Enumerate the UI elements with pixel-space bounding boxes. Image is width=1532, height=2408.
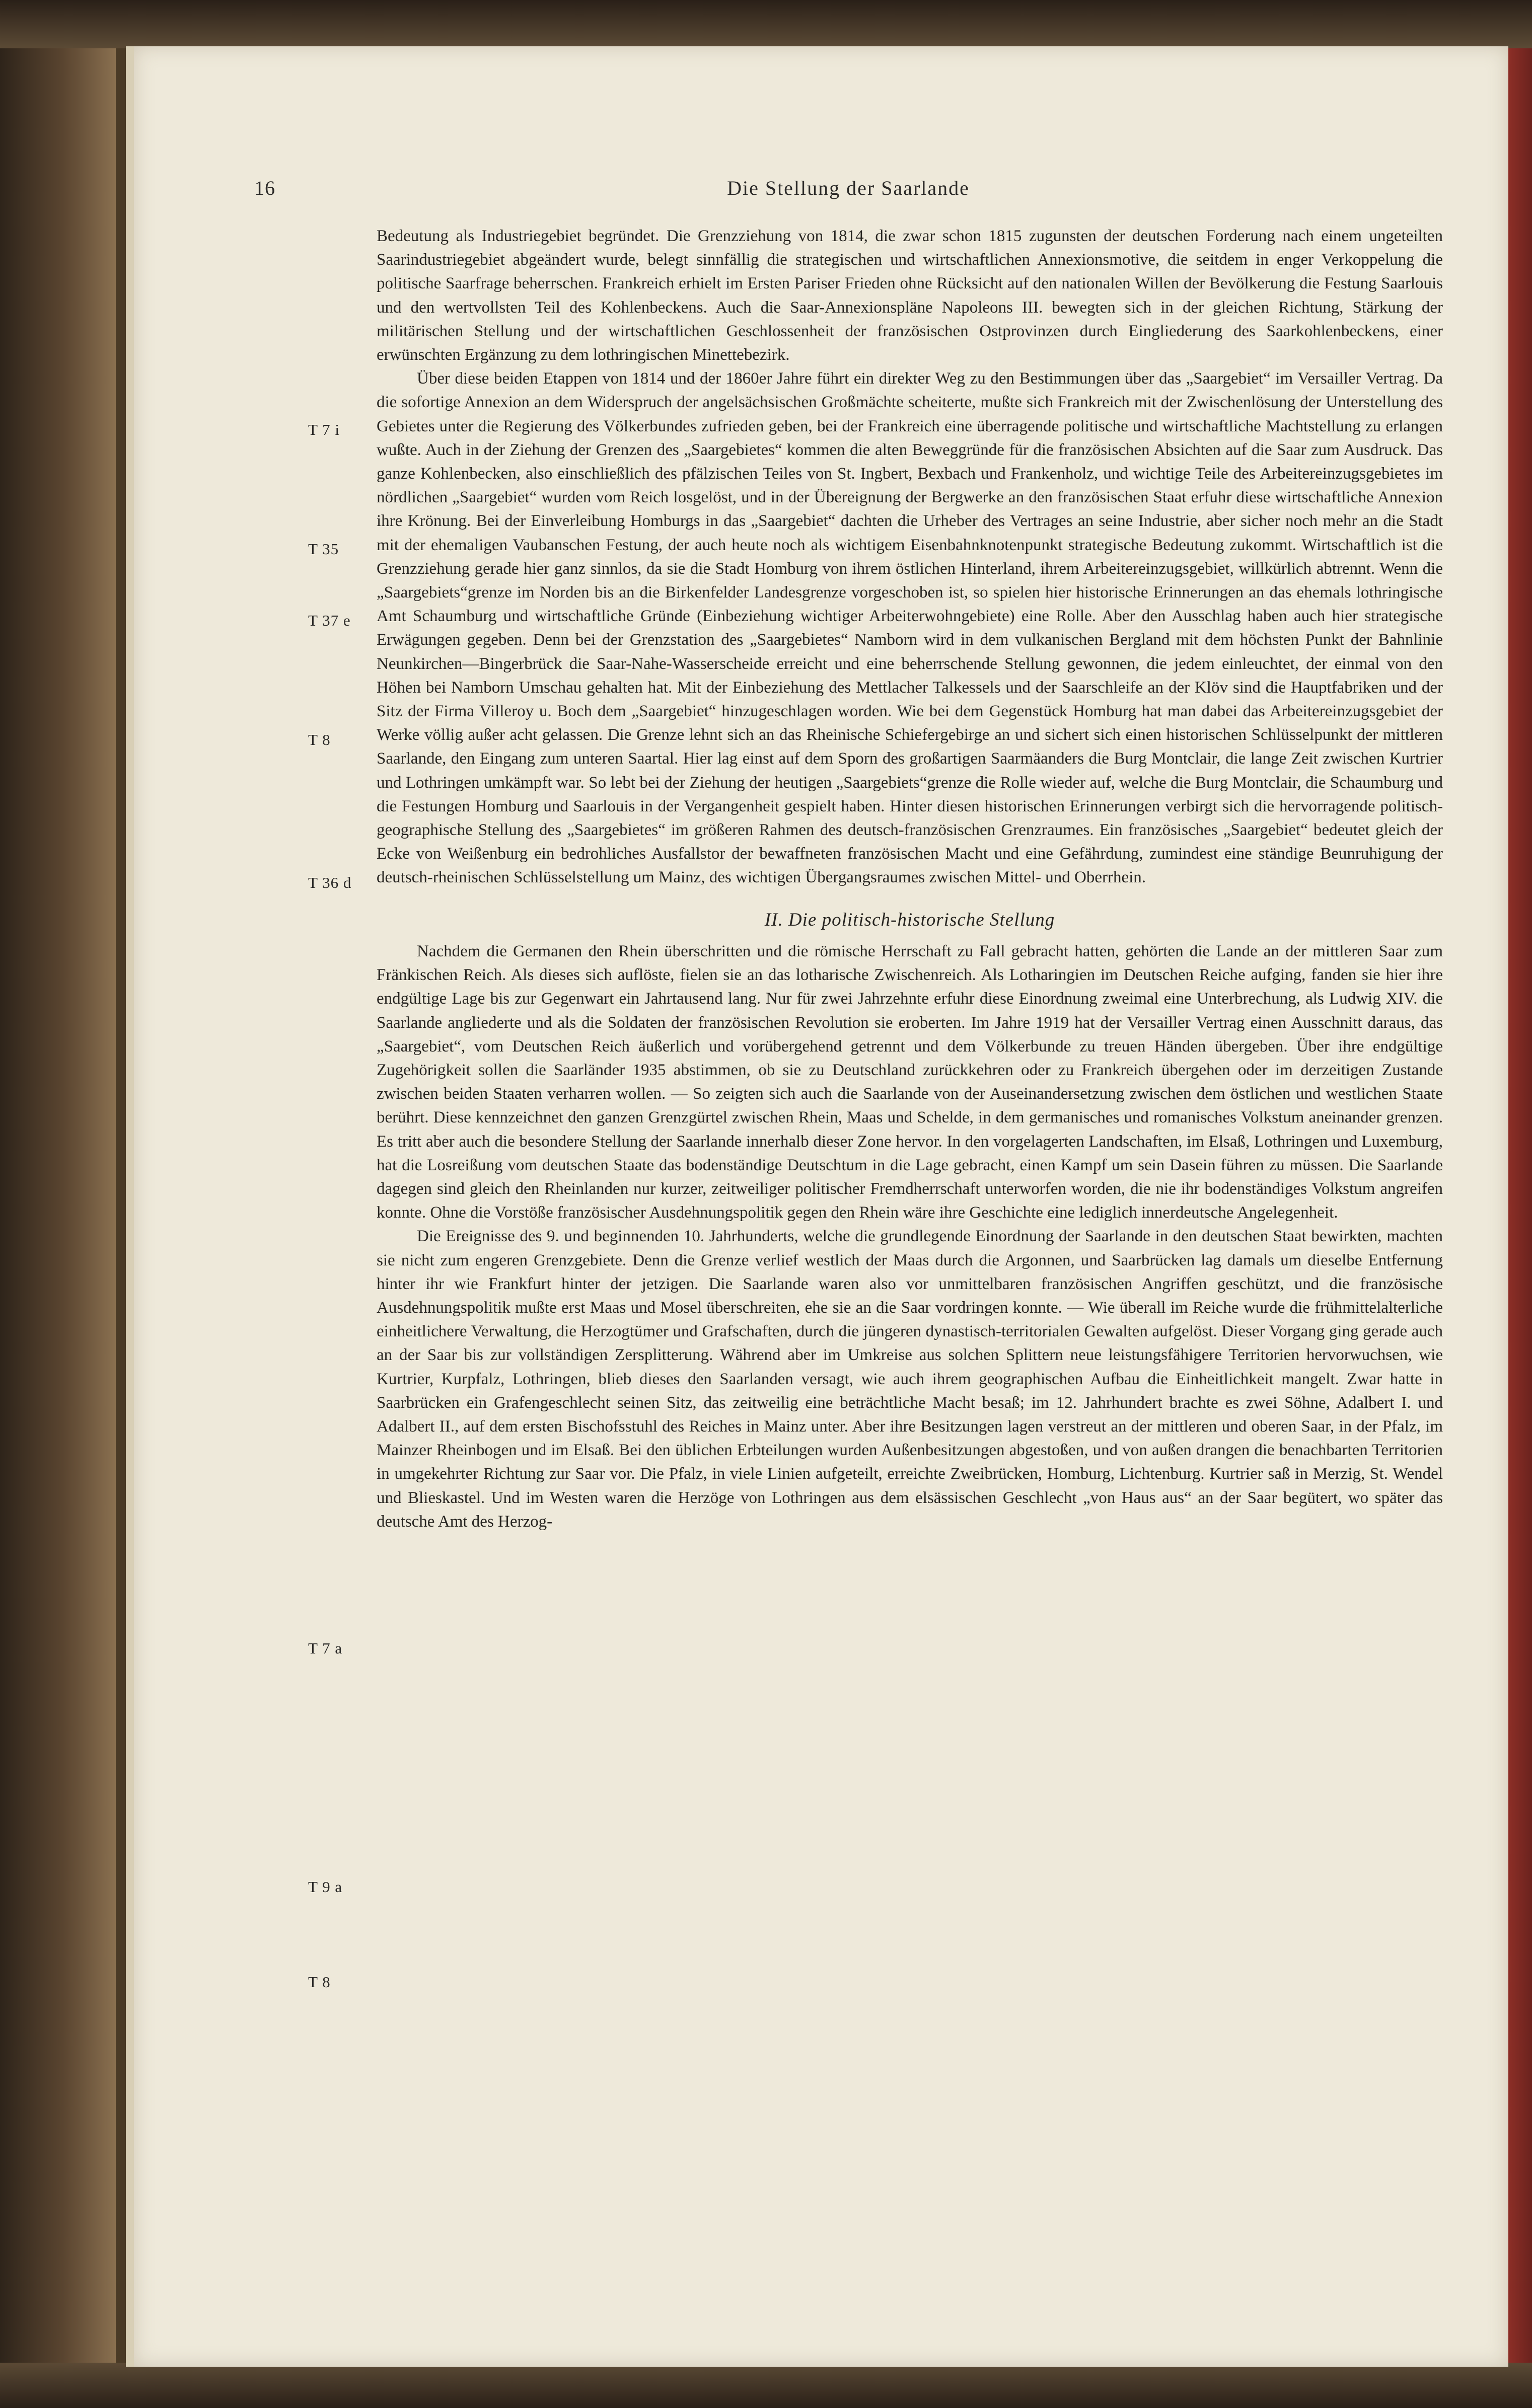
scan-background-top <box>0 0 1532 48</box>
margin-note: T 37 e <box>308 612 351 629</box>
body-text <box>377 224 1443 1534</box>
scan-background-bottom <box>0 2363 1532 2408</box>
margin-note: T 7 i <box>308 421 340 438</box>
running-title: Die Stellung der Saarlande <box>727 177 970 199</box>
section-heading: II. Die politisch-historische Stellung <box>764 909 1055 930</box>
running-head <box>254 176 1442 206</box>
margin-note: T 35 <box>308 540 339 558</box>
margin-note: T 8 <box>308 1973 331 1991</box>
scan-background-left <box>0 0 116 2408</box>
margin-note: T 36 d <box>308 874 352 891</box>
margin-note: T 7 a <box>308 1639 343 1657</box>
paragraph: Über diese beiden Etappen von 1814 und der 1860er Jahre führt ein direkter Weg zu den Bestimmungen über das „Saargebiet“ im Versailler Vertrag. Da die sofortige Annexion an dem Widerspruch der angelsächsischen Großmächte scheiterte, mußte sich Frankreich mit der Zwischenlösung der Unterstellung des Gebietes unter die Regierung des Völkerbundes zufrieden geben, bei der Frankreich eine überragende politische und wirtschaftliche Machtstellung zu erlangen wußte. Auch in der Ziehung der Grenzen des „Saargebietes“ kommen die alten Beweggründe für die französischen Absichten auf die Saar zum Ausdruck. Das ganze Kohlenbecken, also einschließlich des pfälzischen Teiles von St. Ingbert, Bexbach und Frankenholz, und wichtige Teile des Arbeitereinzugsgebietes im nördlichen „Saargebiet“ wurden vom Reich losgelöst, und in der Übereignung der Bergwerke an den französischen Staat erfuhr diese wirtschaftliche Annexion ihre Krönung. Bei der Einverleibung Homburgs in das „Saargebiet“ dachten die Urheber des Vertrages an seine Industrie, aber sicher noch mehr an die Stadt mit der ehemaligen Vaubanschen Festung, der auch heute noch als wichtigem Eisenbahnknotenpunkt strategische Bedeutung zukommt. Wirtschaftlich ist die Grenzziehung gerade hier ganz sinnlos, da sie die Stadt Homburg von ihrem östlichen Hinterland, ihrem Arbeitereinzugsgebiet, willkürlich abtrennt. Wenn die „Saargebiets“grenze im Norden bis an die Birkenfelder Landesgrenze vorgeschoben ist, so spielen hier historische Erinnerungen an das ehemals lothringische Amt Schaumburg und wirtschaftliche Gründe (Einbeziehung wichtiger Arbeiterwohngebiete) eine Rolle. Aber den Ausschlag haben auch hier strategische Erwägungen gegeben. Denn bei der Grenzstation des „Saargebietes“ Namborn wird in dem vulkanischen Bergland mit dem höchsten Punkt der Bahnlinie Neunkirchen—Bingerbrück die Saar-Nahe-Wasserscheide erreicht und eine beherrschende Stellung gewonnen, die jedem einleuchtet, der einmal von den Höhen bei Namborn Umschau gehalten hat. Mit der Einbeziehung des Mettlacher Talkessels und der Saarschleife an der Klöv sind die Hauptfabriken und der Sitz der Firma Villeroy u. Boch dem „Saargebiet“ hinzugeschlagen worden. Wie bei dem Gegenstück Homburg hat man dabei das Arbeitereinzugsgebiet der Werke völlig außer acht gelassen. Die Grenze lehnt sich an das Rheinische Schiefergebirge an und sichert sich einen historischen Schlüsselpunkt der mittleren Saarlande, den Eingang zum unteren Saartal. Hier lag einst auf dem Sporn des großartigen Saarmäanders die Burg Montclair, die lange Zeit zwischen Kurtrier und Lothringen umkämpft war. So lebt bei der Ziehung der heutigen „Saargebiets“grenze die Rolle wieder auf, welche die Burg Montclair, die Schaumburg und die Festungen Homburg und Saarlouis in der Vergangenheit gespielt haben. Hinter diesen historischen Erinnerungen verbirgt sich die hervorragende politisch-geographische Stellung des „Saargebietes“ im größeren Rahmen des deutsch-französischen Grenzraumes. Ein französisches „Saargebiet“ bedeutet gleich der Ecke von Weißenburg ein bedrohliches Ausfallstor der bewaffneten französischen Macht und eine Gefährdung, zumindest eine ständige Beunruhigung der deutsch-rheinischen Schlüsselstellung um Mainz, des wichtigen Übergangsraumes zwischen Mittel- und Oberrhein. <box>377 369 1443 887</box>
paragraph: Bedeutung als Industriegebiet begründet. Die Grenzziehung von 1814, die zwar schon 1815 zugunsten der deutschen Forderung nach einem ungeteilten Saarindustriegebiet abgeändert wurde, belegt sinnfällig die strategischen und wirtschaftlichen Annexionsmotive, die seitdem in enger Verkoppelung die politische Saarfrage beherrschen. Frankreich erhielt im Ersten Pariser Frieden ohne Rücksicht auf den nationalen Willen der Bevölkerung die Festung Saarlouis und den wertvollsten Teil des Kohlenbeckens. Auch die Saar-Annexionspläne Napoleons III. bewegten sich in der gleichen Richtung, Stärkung der militärischen Stellung und der wirtschaftlichen Geschlossenheit der französischen Ostprovinzen durch Eingliederung des Saarkohlenbeckens, einer erwünschten Ergänzung zu dem lothringischen Minettebezirk. <box>377 227 1443 364</box>
paragraph: Nachdem die Germanen den Rhein überschritten und die römische Herrschaft zu Fall gebracht hatten, gehörten die Lande an der mittleren Saar zum Fränkischen Reich. Als dieses sich auflöste, fielen sie an das lotharische Zwischenreich. Als Lotharingien im Deutschen Reiche aufging, fanden sie hier ihre endgültige Lage bis zur Gegenwart ein Jahrtausend lang. Nur für zwei Jahrzehnte erfuhr diese Einordnung zweimal eine Unterbrechung, als Ludwig XIV. die Saarlande angliederte und als die Soldaten der französischen Revolution sie eroberten. Im Jahre 1919 hat der Versailler Vertrag einen Ausschnitt daraus, das „Saargebiet“, vom Deutschen Reich äußerlich und vorübergehend getrennt und dem Völkerbunde zu treuen Händen übergeben. Über ihre endgültige Zugehörigkeit sollen die Saarländer 1935 abstimmen, ob sie zu Deutschland zurückkehren oder zu Frankreich übergehen oder im derzeitigen Zustande zwischen beiden Staaten verharren wollen. — So zeigten sich auch die Saarlande von der Auseinandersetzung zwischen dem östlichen und westlichen Staate berührt. Diese kennzeichnet den ganzen Grenzgürtel zwischen Rhein, Maas und Schelde, in dem germanisches und romanisches Volkstum aneinander grenzen. Es tritt aber auch die besondere Stellung der Saarlande innerhalb dieser Zone hervor. In den vorgelagerten Landschaften, im Elsaß, Lothringen und Luxemburg, hat die Losreißung vom deutschen Staate das bodenständige Deutschtum in die Lage gebracht, einen Kampf um sein Dasein führen zu müssen. Die Saarlande dagegen sind gleich den Rheinlanden nur kurzer, zeitweiliger politischer Fremdherrschaft unterworfen worden, die nie ihr bodenständiges Volkstum angreifen konnte. Ohne die Vorstöße französischer Ausdehnungspolitik gegen den Rhein wäre ihre Geschichte eine lediglich innerdeutsche Angelegenheit. <box>377 942 1443 1222</box>
page-number: 16 <box>254 177 275 199</box>
margin-note: T 9 a <box>308 1878 343 1896</box>
margin-note: T 8 <box>308 731 331 748</box>
paragraph: Die Ereignisse des 9. und beginnenden 10. Jahrhunderts, welche die grundlegende Einordnung der Saarlande in den deutschen Staat bewirkten, machten sie nicht zum engeren Grenzgebiete. Denn die Grenze verlief westlich der Maas durch die Argonnen, und Saarbrücken lag damals um dieselbe Entfernung hinter ihr wie Frankfurt hinter der jetzigen. Die Saarlande waren also vor unmittelbaren französischen Angriffen geschützt, und die französische Ausdehnungspolitik mußte erst Maas und Mosel überschreiten, ehe sie an die Saar vordringen konnte. — Wie überall im Reiche wurde die frühmittelalterliche einheitlichere Verwaltung, die Herzogtümer und Grafschaften, durch die jüngeren dynastisch-territorialen Gewalten aufgelöst. Dieser Vorgang ging gerade auch an der Saar bis zur vollständigen Zersplitterung. Während aber im Umkreise aus solchen Splittern neue leistungsfähigere Territorien hervorwuchsen, wie Kurtrier, Kurpfalz, Lothringen, blieb dieses den Saarlanden versagt, wie auch ihrem geographischen Aufbau die Einheitlichkeit mangelt. Zwar hatte in Saarbrücken ein Grafengeschlecht seinen Sitz, das zeitweilig eine beträchtliche Macht besaß; im 12. Jahrhundert brachte es zwei Söhne, Adalbert I. und Adalbert II., auf dem ersten Bischofsstuhl des Reiches in Mainz unter. Aber ihre Besitzungen lagen verstreut an der mittleren und oberen Saar, in der Pfalz, im Mainzer Rheinbogen und im Elsaß. Bei den üblichen Erbteilungen wurden Außenbesitzungen abgestoßen, und von außen drangen die benachbarten Territorien in umgekehrter Richtung zur Saar vor. Die Pfalz, in viele Linien aufgeteilt, erreichte Zweibrücken, Homburg, Lichtenburg. Kurtrier saß in Merzig, St. Wendel und Blieskastel. Und im Westen waren die Herzöge von Lothringen aus dem elsässischen Geschlecht „von Haus aus“ an der Saar begütert, wo später das deutsche Amt des Herzog- <box>377 1227 1443 1531</box>
